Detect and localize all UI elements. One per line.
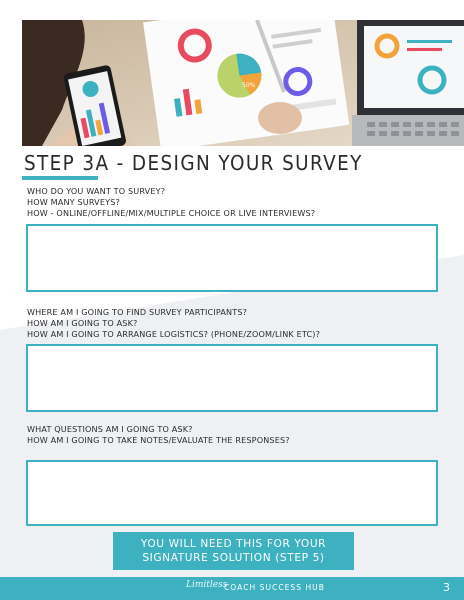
signature-logo-icon: Limitless [186,580,228,590]
page-number: 3 [443,581,450,594]
question-line: HOW AM I GOING TO ASK? [27,317,138,328]
question-line: WHAT QUESTIONS AM I GOING TO ASK? [27,424,193,434]
callout-banner [113,532,354,570]
question-group-1 [27,186,315,218]
question-line: WHO DO YOU WANT TO SURVEY? [27,186,166,196]
footer-brand: COACH SUCCESS HUB [224,583,325,592]
question-line: HOW AM I GOING TO TAKE NOTES/EVALUATE THE RESPONSES? [27,434,290,445]
header-photo [22,20,464,146]
answer-box-2[interactable] [26,344,438,412]
title-underline [22,176,98,180]
question-line: HOW - ONLINE/OFFLINE/MIX/MULTIPLE CHOICE OR LIVE INTERVIEWS? [27,207,316,218]
question-line: WHERE AM I GOING TO FIND SURVEY PARTICIPANTS? [27,307,248,317]
question-group-2 [27,307,320,339]
callout-line-1: YOU WILL NEED THIS FOR YOUR [140,538,327,550]
chart-percent-label: 50% [242,82,256,89]
question-line: HOW AM I GOING TO ARRANGE LOGISTICS? (PHONE/ZOOM/LINK ETC)? [27,328,321,339]
answer-box-1[interactable] [26,224,438,292]
question-line: HOW MANY SURVEYS? [27,196,120,207]
footer-bar [0,577,464,600]
callout-line-2: SIGNATURE SOLUTION (STEP 5) [142,552,325,564]
question-group-3 [27,424,290,446]
answer-box-3[interactable] [26,460,438,526]
page-title: STEP 3A - DESIGN YOUR SURVEY [24,151,363,175]
